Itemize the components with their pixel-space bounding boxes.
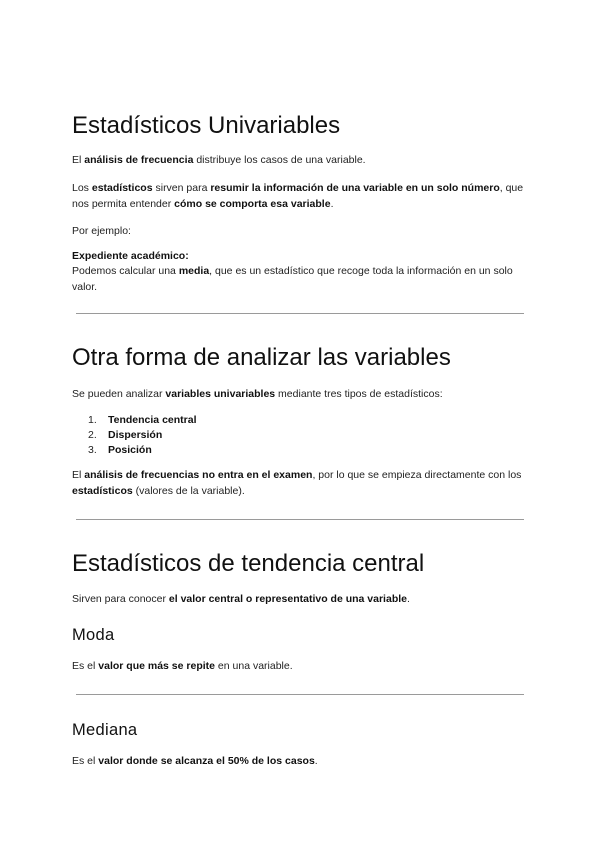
paragraph-estadisticos-definition: Los estadísticos sirven para resumir la información de una variable en un solo número, que nos permita entender cómo se comporta esa variable. [72,182,524,210]
divider [76,313,524,314]
heading-moda: Moda [72,626,115,644]
divider [76,519,524,520]
heading-mediana: Mediana [72,721,138,739]
statistics-types-list [72,413,524,458]
heading-tendencia-central: Estadísticos de tendencia central [72,550,425,577]
list-item: 2. Dispersión [88,429,163,441]
paragraph-tendencia-central: Sirven para conocer el valor central o representativo de una variable. [72,593,410,605]
list-item: 3. Posición [88,444,152,456]
paragraph-por-ejemplo: Por ejemplo: [72,225,131,237]
paragraph-analisis-frecuencia: El análisis de frecuencia distribuye los casos de una variable. [72,154,366,166]
paragraph-variables-univariables: Se pueden analizar variables univariables mediante tres tipos de estadísticos: [72,388,443,400]
paragraph-mediana: Es el valor donde se alcanza el 50% de los casos. [72,755,318,767]
paragraph-media-example: Podemos calcular una media, que es un estadístico que recoge toda la información en un solo valor. [72,265,513,293]
heading-estadisticos-univariables: Estadísticos Univariables [72,112,341,139]
heading-otra-forma: Otra forma de analizar las variables [72,344,451,371]
divider [76,694,524,695]
list-item: 1. Tendencia central [88,414,197,426]
paragraph-moda: Es el valor que más se repite en una variable. [72,660,293,672]
paragraph-examen-note: El análisis de frecuencias no entra en el examen, por lo que se empieza directamente con los estadísticos (valores de la variable). [72,469,522,497]
paragraph-expediente-label: Expediente académico: [72,250,189,262]
